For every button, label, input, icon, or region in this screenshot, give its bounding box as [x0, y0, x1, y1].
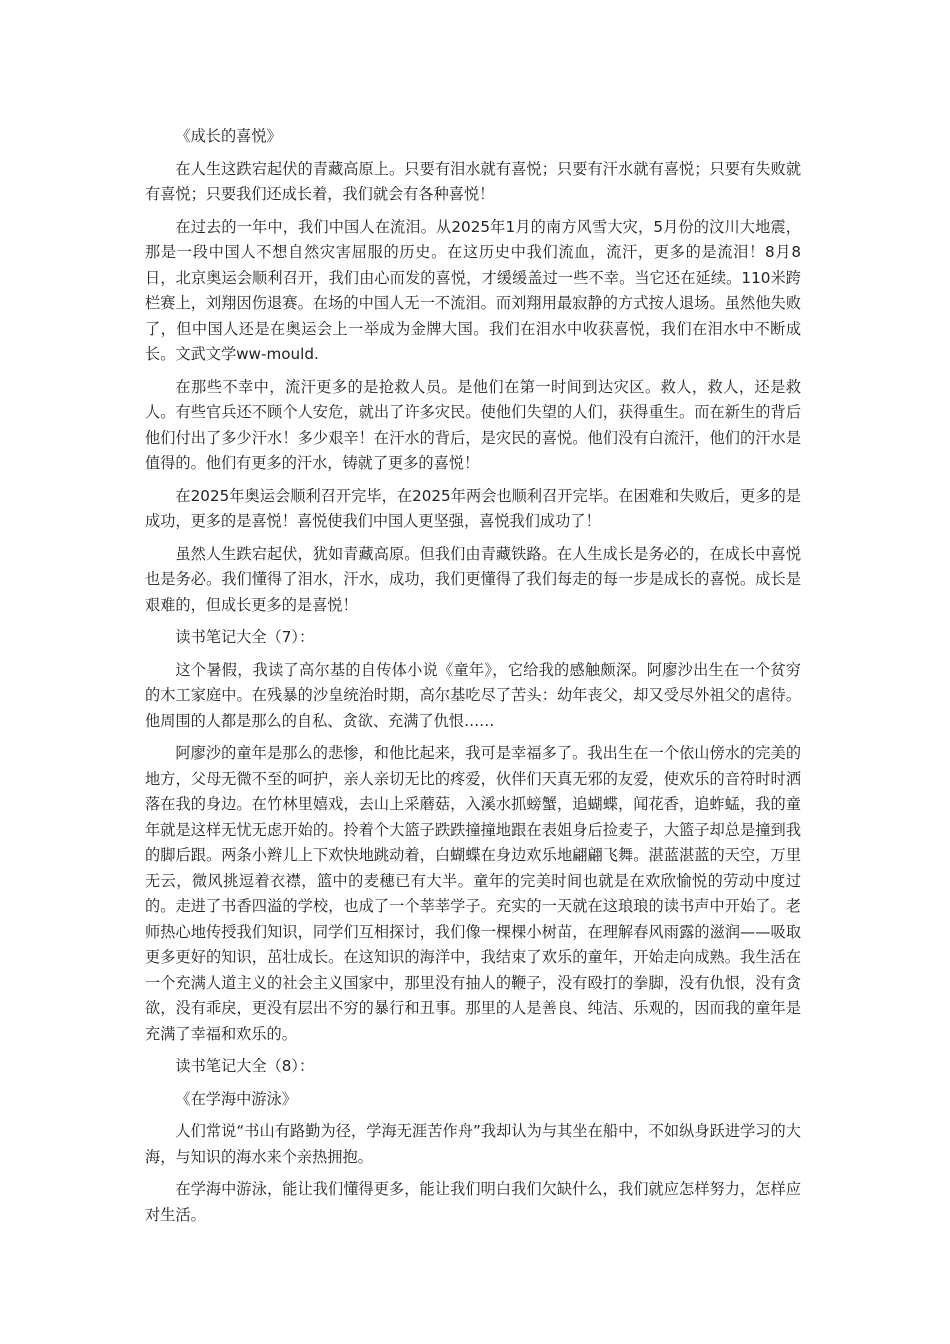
- paragraph: 在学海中游泳，能让我们懂得更多，能让我们明白我们欠缺什么，我们就应怎样努力，怎样应对生活。: [145, 1180, 801, 1224]
- paragraph: 阿廖沙的童年是那么的悲惨，和他比起来，我可是幸福多了。我出生在一个依山傍水的完美的地方，父母无微不至的呵护，亲人亲切无比的疼爱，伙伴们天真无邪的友爱，使欢乐的音符时时洒落在我的身边。在竹林里嬉戏，去山上采蘑菇，入溪水抓螃蟹，追蝴蝶，闻花香，追蚱蜢，我的童年就是这样无忧无虑开始的。拎着个大篮子跌跌撞撞地跟在表姐身后捡麦子，大篮子却总是撞到我的脚后跟。两条小辫儿上下欢快地跳动着，白蝴蝶在身边欢乐地翩翩飞舞。湛蓝湛蓝的天空，万里无云，微风挑逗着衣襟，篮中的麦穗已有大半。童年的完美时间也就是在欢欣愉悦的劳动中度过的。走进了书香四溢的学校，也成了一个莘莘学子。充实的一天就在这琅琅的读书声中开始了。老师热心地传授我们知识，同学们互相探讨，我们像一棵棵小树苗，在理解春风雨露的滋润——吸取更多更好的知识，茁壮成长。在这知识的海洋中，我结束了欢乐的童年，开始走向成熟。我生活在一个充满人道主义的社会主义国家中，那里没有抽人的鞭子，没有殴打的拳脚，没有仇恨，没有贪欲，没有乖戾，更没有层出不穷的暴行和丑事。那里的人是善良、纯洁、乐观的，因而我的童年是充满了幸福和欢乐的。: [145, 744, 801, 1043]
- paragraph: 在2025年奥运会顺利召开完毕，在2025年两会也顺利召开完毕。在困难和失败后，更多的是成功，更多的是喜悦！喜悦使我们中国人更坚强，喜悦我们成功了！: [145, 486, 801, 530]
- paragraph: 在人生这跌宕起伏的青藏高原上。只要有泪水就有喜悦；只要有汗水就有喜悦；只要有失败就有喜悦；只要我们还成长着，我们就会有各种喜悦！: [145, 159, 801, 203]
- paragraph: 虽然人生跌宕起伏，犹如青藏高原。但我们由青藏铁路。在人生成长是务必的，在成长中喜悦也是务必。我们懂得了泪水，汗水，成功，我们更懂得了我们每走的每一步是成长的喜悦。成长是艰难的，但成长更多的是喜悦！: [145, 544, 801, 614]
- essay-title: 《在学海中游泳》: [175, 1089, 297, 1108]
- paragraph: 在过去的一年中，我们中国人在流泪。从2025年1月的南方风雪大灾，5月份的汶川大地震，那是一段中国人不想自然灾害屈服的历史。在这历史中我们流血，流汗，更多的是流泪！8月8日，北京奥运会顺利召开，我们由心而发的喜悦，才缓缓盖过一些不幸。当它还在延续。110米跨栏赛上，刘翔因伤退赛。在场的中国人无一不流泪。而刘翔用最寂静的方式按人退场。虽然他失败了，但中国人还是在奥运会上一举成为金牌大国。我们在泪水中收获喜悦，我们在泪水中不断成长。文武文学ww-mould.: [145, 217, 801, 363]
- essay-title: 《成长的喜悦》: [175, 127, 282, 145]
- section-heading: 读书笔记大全（8）：: [175, 1057, 315, 1075]
- paragraph: 这个暑假，我读了高尔基的自传体小说《童年》，它给我的感触颇深。阿廖沙出生在一个贫穷的木工家庭中。在残暴的沙皇统治时期，高尔基吃尽了苦头：幼年丧父，却又受尽外祖父的虐待。他周围的人都是那么的自私、贪欲、充满了仇恨……: [145, 660, 801, 730]
- paragraph: 在那些不幸中，流汗更多的是抢救人员。是他们在第一时间到达灾区。救人，救人，还是救人。有些官兵还不顾个人安危，就出了许多灾民。使他们失望的人们，获得重生。而在新生的背后他们付出了多少汗水！多少艰辛！在汗水的背后，是灾民的喜悦。他们没有白流汗，他们的汗水是值得的。他们有更多的汗水，铸就了更多的喜悦！: [145, 377, 801, 472]
- paragraph: 人们常说“书山有路勤为径，学海无涯苦作舟”我却认为与其坐在船中，不如纵身跃进学习的大海，与知识的海水来个亲热拥抱。: [145, 1122, 801, 1166]
- document-page: [145, 124, 801, 1235]
- section-heading: 读书笔记大全（7）：: [175, 628, 315, 646]
